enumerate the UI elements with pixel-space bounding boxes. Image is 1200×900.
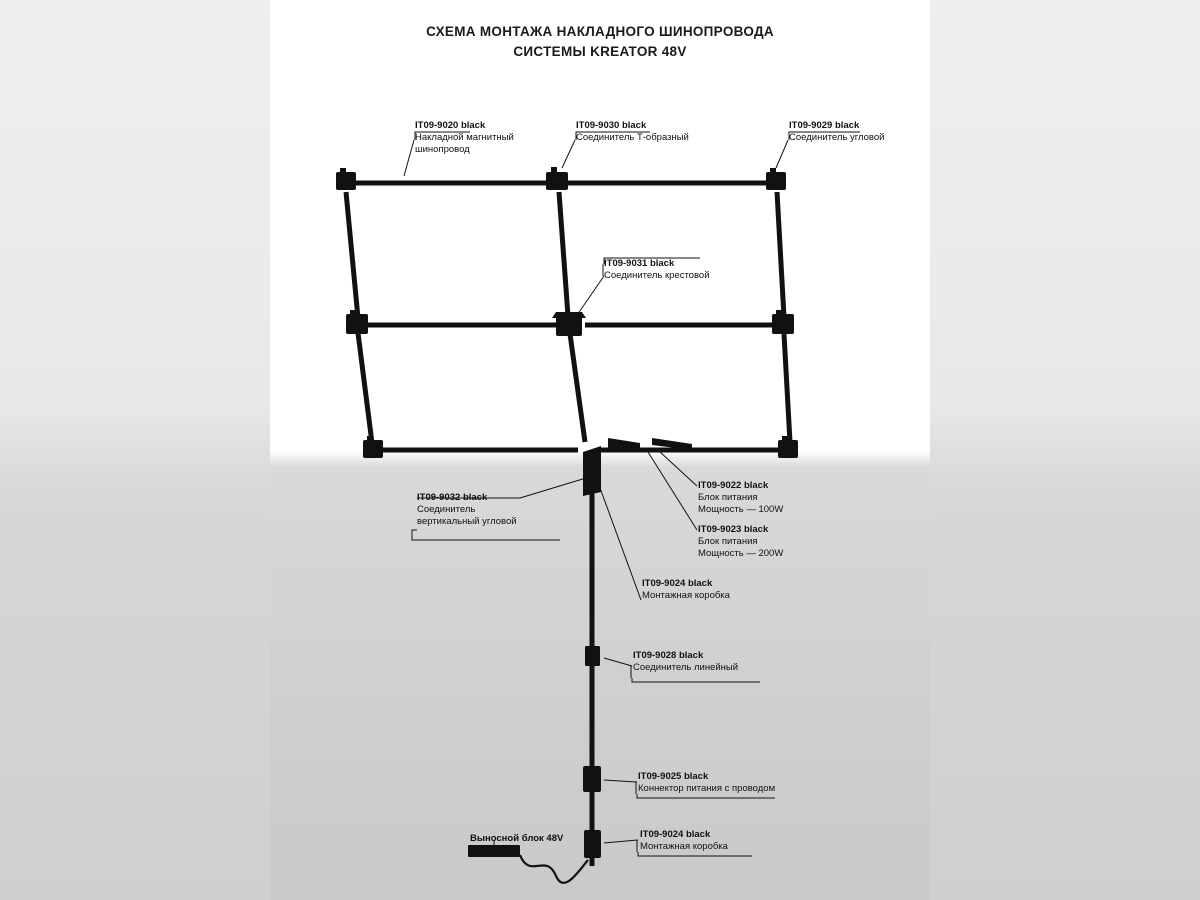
label-code: IT09-9020 black — [415, 120, 486, 131]
corner-connector-top-left — [336, 172, 356, 190]
label-code: IT09-9024 black — [642, 578, 713, 589]
flex-cable — [520, 855, 588, 883]
label-it09-9030 — [576, 120, 689, 144]
label-desc-1: Блок питания — [698, 492, 758, 503]
label-remote-block: Выносной блок 48V — [470, 833, 564, 844]
label-it09-9029 — [789, 120, 884, 144]
label-desc-2: Мощность — 100W — [698, 504, 784, 515]
linear-connector — [585, 646, 600, 666]
label-it09-9024-lower — [640, 829, 728, 853]
label-it09-9024-upper — [642, 578, 730, 602]
label-it09-9023 — [698, 524, 783, 560]
connector-nub-4 — [350, 310, 356, 316]
remote-block-48v — [468, 845, 520, 857]
mounting-box-upper — [586, 470, 599, 492]
label-code: IT09-9022 black — [698, 480, 769, 491]
corner-connector-bottom-left — [363, 440, 383, 458]
label-desc-1: Монтажная коробка — [640, 841, 728, 852]
connector-nub-3 — [770, 168, 776, 174]
label-desc-2: вертикальный угловой — [417, 516, 517, 527]
connector-nub-7 — [782, 436, 788, 442]
cross-connector-top-face — [552, 312, 586, 318]
label-it09-9022 — [698, 480, 783, 516]
label-desc-1: Блок питания — [698, 536, 758, 547]
label-it09-9032 — [417, 492, 517, 528]
corner-connector-top-right — [766, 172, 786, 190]
corner-connector-bottom-right — [778, 440, 798, 458]
power-connector-with-wire — [583, 766, 601, 792]
label-code: IT09-9025 black — [638, 771, 709, 782]
label-code: IT09-9031 black — [604, 258, 675, 269]
t-connector-top — [546, 172, 568, 190]
label-desc-2: Мощность — 200W — [698, 548, 784, 559]
label-desc-1: Соединитель угловой — [789, 132, 885, 143]
label-it09-9031 — [604, 258, 710, 282]
connector-nub-6 — [367, 436, 373, 442]
label-code: IT09-9029 black — [789, 120, 860, 131]
connector-nub-2 — [551, 167, 557, 173]
label-desc-1: Монтажная коробка — [642, 590, 730, 601]
connector-nub-5 — [776, 310, 782, 316]
title-line-1: СХЕМА МОНТАЖА НАКЛАДНОГО ШИНОПРОВОДА — [426, 24, 774, 39]
t-connector-middle-left — [346, 314, 368, 334]
label-it09-9025 — [638, 771, 775, 795]
label-code: IT09-9032 black — [417, 492, 488, 503]
mounting-box-lower — [584, 830, 601, 858]
label-desc-1: Соединитель линейный — [633, 662, 739, 673]
label-desc-1: Накладной магнитный — [415, 132, 514, 143]
t-connector-middle-right — [772, 314, 794, 334]
label-desc-1: Соединитель крестовой — [604, 270, 710, 281]
label-code: IT09-9030 black — [576, 120, 647, 131]
label-desc-2: шинопровод — [415, 144, 470, 155]
label-desc-1: Соединитель Т-образный — [576, 132, 689, 143]
label-desc-1: Коннектор питания с проводом — [638, 783, 776, 794]
label-code: IT09-9028 black — [633, 650, 704, 661]
label-code: IT09-9024 black — [640, 829, 711, 840]
label-it09-9020 — [415, 120, 514, 156]
connector-nub-1 — [340, 168, 346, 174]
label-it09-9028 — [633, 650, 738, 674]
title-line-2: СИСТЕМЫ KREATOR 48V — [513, 44, 687, 59]
label-code: IT09-9023 black — [698, 524, 769, 535]
label-desc-1: Соединитель — [417, 504, 476, 515]
